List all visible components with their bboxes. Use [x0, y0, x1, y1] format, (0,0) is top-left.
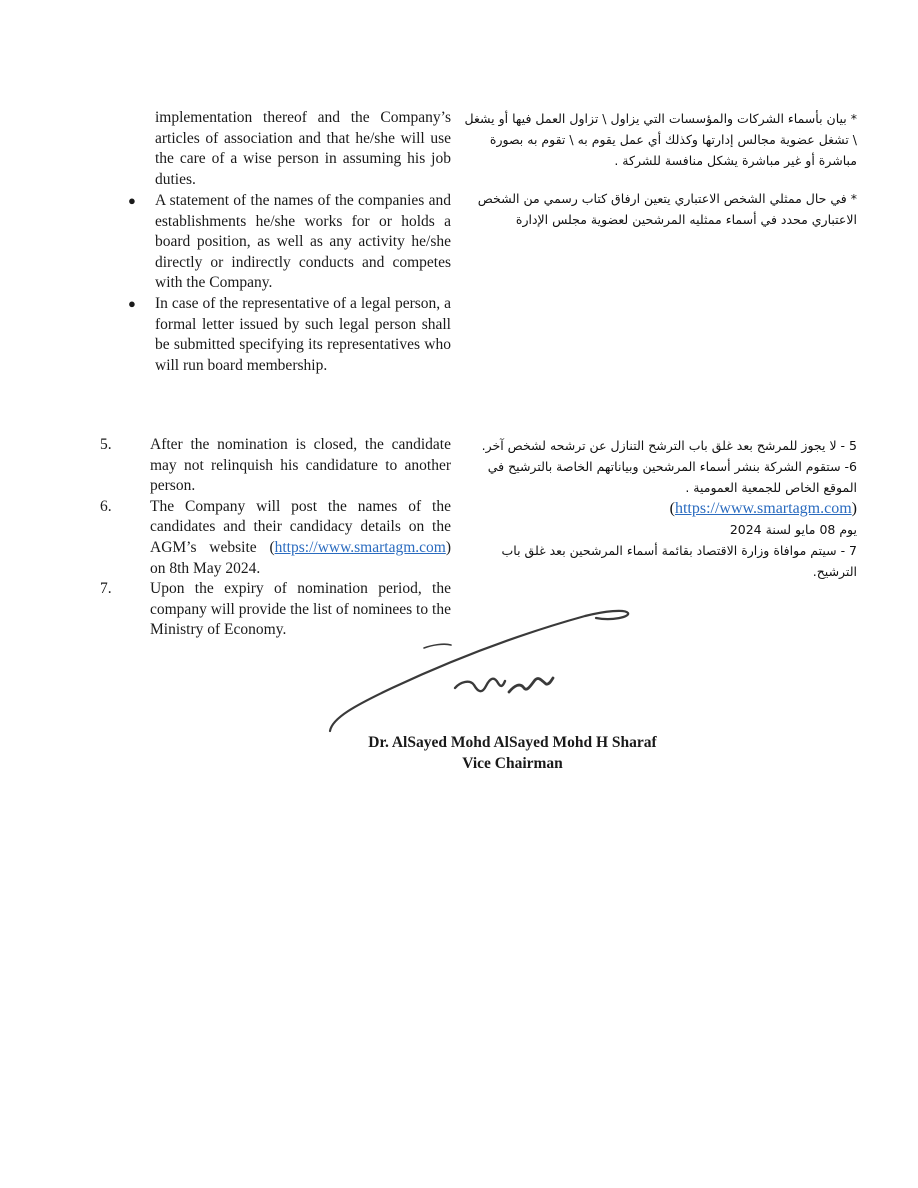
arabic-paragraph-companies: * بيان بأسماء الشركات والمؤسسات التي يزاول \ تزاول العمل فيها أو يشغل \ تشغل عضوية مجالس إدارتها وكذلك أي عمل يقوم به \ تقوم به بصورة مباشرة أو غير مباشرة يشكل منافسة للشركة . — [464, 111, 857, 168]
item-text-after: ) on 8th May 2024. — [150, 538, 451, 577]
bullet-icon: ● — [128, 193, 136, 208]
signatory-block — [300, 733, 725, 774]
signatory-name: Dr. AlSayed Mohd AlSayed Mohd H Sharaf — [368, 734, 657, 751]
continuation-paragraph: implementation thereof and the Company’s articles of association and that he/she will use the care of a wise person in assuming his job duties. — [155, 109, 451, 188]
item-number: 5. — [100, 436, 112, 453]
list-item-7 — [100, 579, 451, 641]
bullet-item — [128, 191, 451, 294]
bullet-icon: ● — [128, 295, 136, 311]
bullet-item — [128, 294, 451, 376]
item-number: 6. — [100, 497, 112, 515]
arabic-item-5: 5 - لا يجوز للمرشح بعد غلق باب الترشح التنازل عن ترشحه لشخص آخر. — [481, 438, 857, 453]
arabic-item-7: 7 - سيتم موافاة وزارة الاقتصاد بقائمة أسماء المرشحين بعد غلق باب الترشيح. — [501, 543, 857, 579]
bullet-text: In case of the representative of a legal person, a formal letter issued by such legal person shall be submitted specifying its representatives who will run board membership. — [155, 294, 451, 374]
arabic-item-6: 6- ستقوم الشركة بنشر أسماء المرشحين وبياناتهم الخاصة بالترشيح في الموقع الخاص للجمعية العمومية . — [487, 459, 857, 495]
numbered-list — [100, 435, 451, 641]
arabic-link-line: (https://www.smartagm.com) — [669, 500, 857, 517]
arabic-website-link[interactable]: https://www.smartagm.com — [674, 500, 852, 517]
item-text: After the nomination is closed, the candidate may not relinquish his candidature to another person. — [150, 436, 451, 495]
arabic-paragraph-legal-person: * في حال ممثلي الشخص الاعتباري يتعين ارفاق كتاب رسمي من الشخص الاعتباري محدد في أسماء ممثليه المرشحين لعضوية مجلس الإدارة — [477, 191, 857, 227]
list-item-6 — [100, 497, 451, 579]
bullet-text: A statement of the names of the companies and establishments he/she works for or holds a board position, as well as any activity he/she directly or indirectly conducts and competes with the Company. — [155, 192, 451, 292]
item-number: 7. — [100, 580, 112, 598]
arabic-item-6-date: يوم 08 مايو لسنة 2024 — [729, 522, 857, 537]
requirements-bullet-list — [128, 191, 451, 376]
item-text-before: The Company will post the names of the candidates and their candidacy details on the AGM’s website ( — [150, 497, 451, 556]
signatory-title: Vice Chairman — [462, 754, 563, 772]
website-link[interactable]: https://www.smartagm.com — [274, 538, 446, 556]
list-item-5 — [100, 435, 451, 497]
arabic-numbered-section — [457, 435, 857, 582]
item-text: Upon the expiry of nomination period, the company will provide the list of nominees to the Ministry of Economy. — [150, 580, 451, 639]
